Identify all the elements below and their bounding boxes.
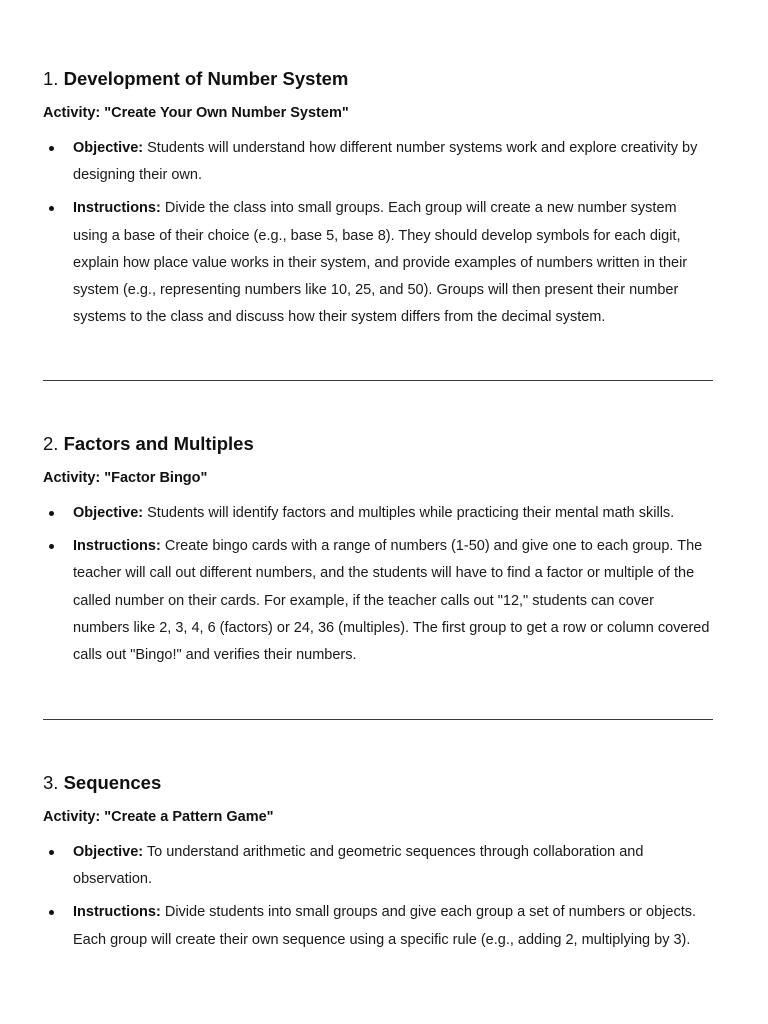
bullet-icon xyxy=(49,206,54,211)
section-sequences xyxy=(43,771,713,960)
item-label: Instructions: xyxy=(73,200,161,217)
list-item-instructions xyxy=(43,533,713,669)
activity-details-list xyxy=(43,500,713,669)
section-number: 3. xyxy=(43,772,59,793)
section-heading xyxy=(43,67,713,91)
bullet-icon xyxy=(49,511,54,516)
list-item-objective xyxy=(43,839,713,893)
bullet-icon xyxy=(49,146,54,151)
section-heading xyxy=(43,432,713,456)
section-number-system xyxy=(43,67,713,337)
section-divider xyxy=(43,380,713,381)
item-label: Objective: xyxy=(73,140,144,156)
activity-title: Activity: "Create a Pattern Game" xyxy=(43,809,274,825)
bullet-icon xyxy=(49,910,54,915)
item-text: Students will understand how different number systems work and explore creativity by designing their own. xyxy=(73,140,698,184)
section-heading xyxy=(43,771,713,795)
item-label: Objective: xyxy=(73,844,144,860)
item-text: Divide the class into small groups. Each group will create a new number system using a base of their choice (e.g., base 5, base 8). They should develop symbols for each digit, explain how place value works in their system, and provide examples of numbers written in their system (e.g., representing numbers like 10, 25, and 50). Groups will then present their number systems to the class and discuss how their system differs from the decimal system. xyxy=(73,200,688,326)
activity-details-list xyxy=(43,135,713,331)
section-divider xyxy=(43,719,713,720)
section-factors-multiples xyxy=(43,432,713,675)
item-text: Students will identify factors and multiples while practicing their mental math skills. xyxy=(147,505,675,521)
item-label: Instructions: xyxy=(73,538,161,555)
bullet-icon xyxy=(49,544,54,549)
activity-title: Activity: "Factor Bingo" xyxy=(43,470,208,486)
list-item-instructions xyxy=(43,899,713,953)
activity-title: Activity: "Create Your Own Number System" xyxy=(43,105,349,121)
list-item-objective xyxy=(43,135,713,189)
list-item-objective xyxy=(43,500,713,527)
list-item-instructions xyxy=(43,195,713,331)
section-number: 2. xyxy=(43,433,59,454)
item-text: Divide students into small groups and give each group a set of numbers or objects. Each group will create their own sequence using a specific rule (e.g., adding 2, multiplying by 3). xyxy=(73,904,696,948)
item-text: Create bingo cards with a range of numbers (1-50) and give one to each group. The teacher will call out different numbers, and the students will have to find a factor or multiple of the called number on their cards. For example, if the teacher calls out "12," students can cover numbers like 2, 3, 4, 6 (factors) or 24, 36 (multiples). The first group to get a row or column covered calls out "Bingo!" and verifies their numbers. xyxy=(73,538,710,664)
bullet-icon xyxy=(49,850,54,855)
section-number: 1. xyxy=(43,68,59,89)
item-label: Objective: xyxy=(73,505,144,521)
item-label: Instructions: xyxy=(73,904,161,921)
item-text: To understand arithmetic and geometric sequences through collaboration and observation. xyxy=(73,844,644,888)
activity-details-list xyxy=(43,839,713,954)
section-title: Sequences xyxy=(63,772,162,793)
section-title: Development of Number System xyxy=(63,68,349,89)
section-title: Factors and Multiples xyxy=(63,433,254,454)
